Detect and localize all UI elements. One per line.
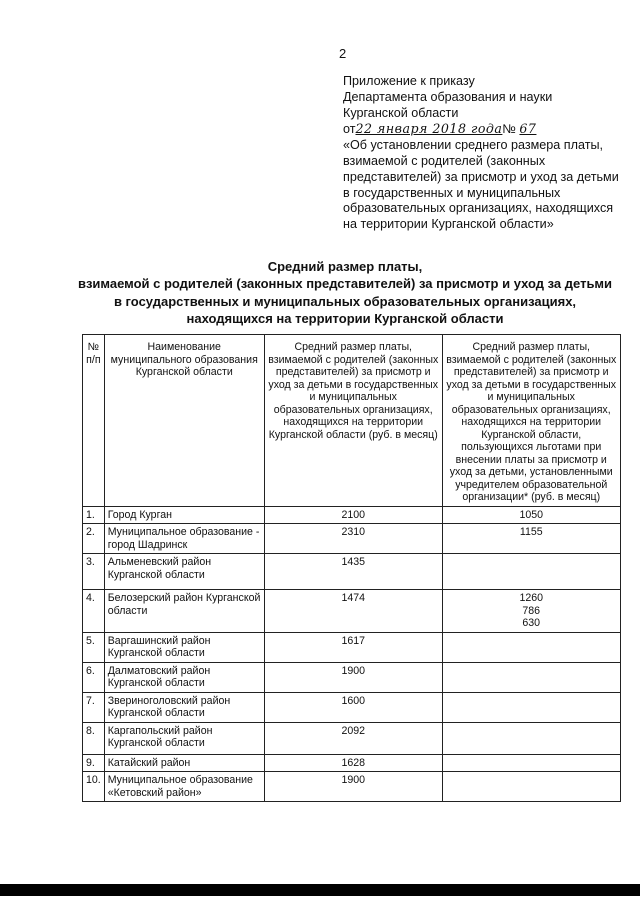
table-row <box>83 692 621 722</box>
appendix-line-2: Департамента образования и науки <box>343 89 553 104</box>
row-number: 5. <box>83 632 105 662</box>
table-row <box>83 632 621 662</box>
appendix-line-1: Приложение к приказу <box>343 74 475 88</box>
title-line-2: взимаемой с родителей (законных представителей) за присмотр и уход за детьми <box>77 276 613 292</box>
municipality-name: Каргапольский район Курганской области <box>104 722 264 754</box>
scan-edge-bar <box>0 884 640 896</box>
table-row <box>83 754 621 772</box>
number-label: № <box>502 122 516 137</box>
municipality-name: Звериноголовский район Курганской области <box>104 692 264 722</box>
row-number: 8. <box>83 722 105 754</box>
title-line-4: находящихся на территории Курганской области <box>186 311 504 327</box>
title-line-3: в государственных и муниципальных образовательных организациях, <box>113 293 577 309</box>
row-number: 1. <box>83 506 105 524</box>
average-fee: 2100 <box>264 506 442 524</box>
benefit-fee-value: 1050 <box>519 508 544 521</box>
average-fee: 1435 <box>264 554 442 590</box>
average-fee: 1474 <box>264 590 442 633</box>
header-num: № п/п <box>83 335 105 507</box>
title-line-1: Средний размер платы, <box>267 259 423 274</box>
benefit-fee <box>442 692 620 722</box>
appendix-header <box>343 74 623 233</box>
municipality-name: Муниципальное образование «Кетовский район» <box>104 772 264 802</box>
decree-subject: «Об установлении среднего размера платы, взимаемой с родителей (законных представителей) за присмотр и уход за детьми в государственных и муниципальных образовательных организациях, находящихся на территории Курганской области» <box>343 138 619 232</box>
table-row <box>83 722 621 754</box>
municipality-name: Варгашинский район Курганской области <box>104 632 264 662</box>
header-name: Наименование муниципального образования Курганской области <box>104 335 264 507</box>
table-row <box>83 554 621 590</box>
row-number: 9. <box>83 754 105 772</box>
benefit-fee <box>442 722 620 754</box>
benefit-fee <box>442 632 620 662</box>
table-header-row <box>83 335 621 507</box>
row-number: 2. <box>83 524 105 554</box>
municipality-name: Катайский район <box>104 754 264 772</box>
municipality-name: Далматовский район Курганской области <box>104 662 264 692</box>
table-body <box>83 506 621 802</box>
benefit-fee <box>442 590 620 633</box>
decree-date-number-line <box>343 122 536 136</box>
document-title <box>60 258 630 328</box>
municipality-name: Муниципальное образование - город Шадринск <box>104 524 264 554</box>
municipality-name: Город Курган <box>104 506 264 524</box>
fees-table <box>82 334 621 802</box>
appendix-line-3: Курганской области <box>343 105 459 120</box>
from-label: от <box>343 122 356 137</box>
benefit-fee <box>442 772 620 802</box>
average-fee: 1900 <box>264 772 442 802</box>
benefit-fee <box>442 506 620 524</box>
benefit-fee-value: 1155 <box>519 526 543 538</box>
handwritten-number: 67 <box>519 121 537 137</box>
row-number: 4. <box>83 590 105 633</box>
average-fee: 2092 <box>264 722 442 754</box>
benefit-fee <box>442 754 620 772</box>
average-fee: 1600 <box>264 692 442 722</box>
benefit-fee-value: 630 <box>522 617 541 629</box>
row-number: 7. <box>83 692 105 722</box>
average-fee: 1617 <box>264 632 442 662</box>
average-fee: 1900 <box>264 662 442 692</box>
municipality-name: Альменевский район Курганской области <box>104 554 264 590</box>
page-number: 2 <box>339 46 347 61</box>
benefit-fee <box>442 554 620 590</box>
benefit-fee <box>442 524 620 554</box>
header-fee: Средний размер платы, взимаемой с родителей (законных представителей) за присмотр и уход за детьми в государственных и муниципальных образовательных организациях, находящихся на территории Курганской области (руб. в месяц) <box>264 335 442 507</box>
row-number: 3. <box>83 554 105 590</box>
header-benefit: Средний размер платы, взимаемой с родителей (законных представителей) за присмотр и уход за детьми в государственных и муниципальных образовательных организациях, находящихся на территории Курганской области, пользующихся льготами при внесении платы за присмотр и уход за детьми, установленными учредителем образовательной организации* (руб. в месяц) <box>442 335 620 507</box>
table-row <box>83 590 621 633</box>
table-row <box>83 772 621 802</box>
average-fee: 1628 <box>264 754 442 772</box>
row-number: 6. <box>83 662 105 692</box>
row-number: 10. <box>83 772 105 802</box>
benefit-fee-value: 786 <box>522 604 541 617</box>
table-row <box>83 524 621 554</box>
table-row <box>83 662 621 692</box>
benefit-fee-value: 1260 <box>519 592 544 604</box>
benefit-fee <box>442 662 620 692</box>
handwritten-date: 22 января 2018 года <box>355 121 503 137</box>
average-fee: 2310 <box>264 524 442 554</box>
municipality-name: Белозерский район Курганской области <box>104 590 264 633</box>
table-row <box>83 506 621 524</box>
